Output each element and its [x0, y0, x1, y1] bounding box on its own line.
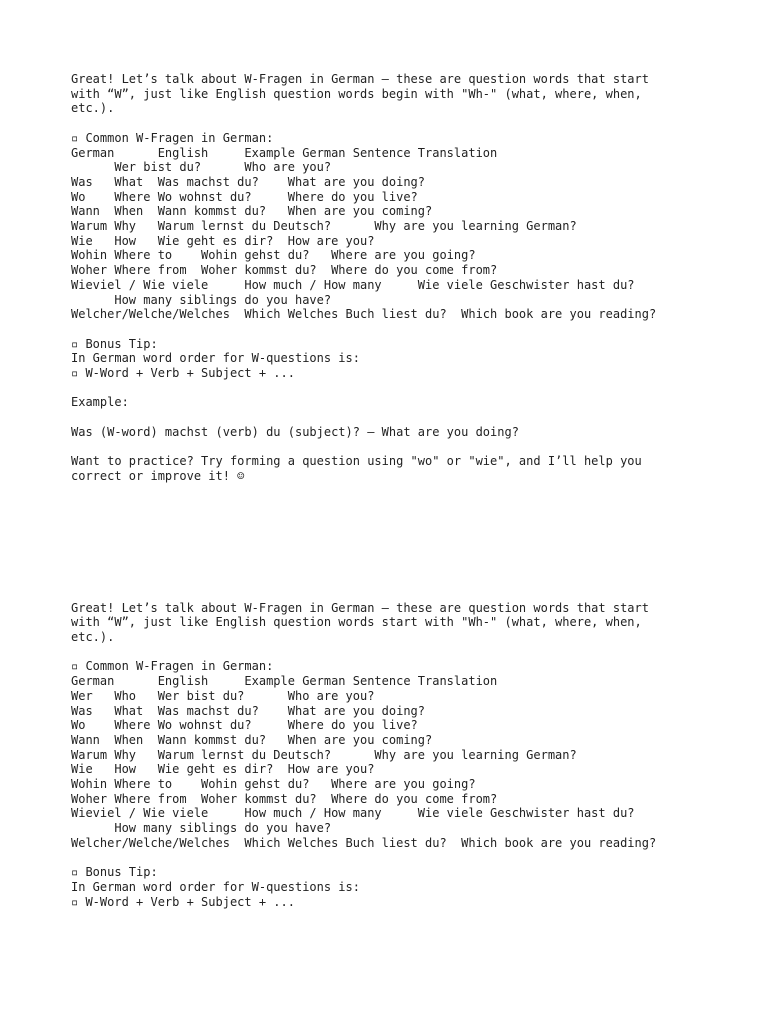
- table-line: Warum Why Warum lernst du Deutsch? Why are you learning German?: [71, 747, 577, 762]
- common-w-fragen-heading: ▫ Common W-Fragen in German:: [71, 130, 274, 145]
- example-label: Example:: [71, 395, 129, 410]
- table-line: Wohin Where to Wohin gehst du? Where are you going?: [71, 248, 476, 263]
- table-line: Welcher/Welche/Welches Which Welches Buch liest du? Which book are you reading?: [71, 307, 657, 322]
- table-line: How many siblings do you have?: [71, 292, 332, 307]
- common-w-fragen-heading: ▫ Common W-Fragen in German:: [71, 659, 274, 674]
- bonus-tip: ▫ Bonus Tip: In German word order for W-questions is: ▫ W-Word + Verb + Subject + ...: [71, 865, 360, 909]
- table-line: Wieviel / Wie viele How much / How many Wie viele Geschwister hast du?: [71, 277, 635, 292]
- table-line: Wo Where Wo wohnst du? Where do you live?: [71, 189, 418, 204]
- table-line: Wer Who Wer bist du? Who are you?: [71, 688, 375, 703]
- table-line: Wann When Wann kommst du? When are you coming?: [71, 204, 433, 219]
- table-line: Wieviel / Wie viele How much / How many Wie viele Geschwister hast du?: [71, 806, 635, 821]
- table-line: Welcher/Welche/Welches Which Welches Buch liest du? Which book are you reading?: [71, 835, 657, 850]
- table-line: German English Example German Sentence Translation: [71, 674, 498, 689]
- table-line: Wann When Wann kommst du? When are you coming?: [71, 732, 433, 747]
- practice-paragraph: Want to practice? Try forming a question using "wo" or "wie", and I’ll help you correct or improve it! ☺: [71, 454, 642, 483]
- intro-paragraph: Great! Let’s talk about W-Fragen in German — these are question words that start with “W”, just like English question words start with "Wh-" (what, where, when, etc.).: [71, 600, 649, 645]
- table-line: Woher Where from Woher kommst du? Where do you come from?: [71, 263, 498, 278]
- table-line: Wer bist du? Who are you?: [71, 160, 332, 175]
- bonus-tip: ▫ Bonus Tip: In German word order for W-questions is: ▫ W-Word + Verb + Subject + ...: [71, 336, 360, 381]
- w-fragen-table: [71, 674, 731, 850]
- table-line: Was What Was machst du? What are you doing?: [71, 174, 426, 189]
- document-copy-2: [71, 601, 731, 910]
- example-sentence: Was (W-word) machst (verb) du (subject)? – What are you doing?: [71, 424, 519, 439]
- table-line: Wohin Where to Wohin gehst du? Where are you going?: [71, 777, 476, 792]
- intro-paragraph: Great! Let’s talk about W-Fragen in German — these are question words that start with “W”, just like English question words begin with "Wh-" (what, where, when, etc.).: [71, 72, 649, 116]
- document-copy-1: [71, 72, 731, 484]
- table-line: Wie How Wie geht es dir? How are you?: [71, 762, 375, 777]
- table-line: German English Example German Sentence Translation: [71, 145, 498, 160]
- table-line: Wie How Wie geht es dir? How are you?: [71, 233, 375, 248]
- table-line: Was What Was machst du? What are you doing?: [71, 703, 426, 718]
- table-line: Warum Why Warum lernst du Deutsch? Why are you learning German?: [71, 219, 577, 234]
- document-page: [71, 72, 731, 909]
- table-line: Wo Where Wo wohnst du? Where do you live?: [71, 718, 418, 733]
- table-line: Woher Where from Woher kommst du? Where do you come from?: [71, 791, 498, 806]
- table-line: How many siblings do you have?: [71, 821, 332, 836]
- w-fragen-table: [71, 146, 731, 322]
